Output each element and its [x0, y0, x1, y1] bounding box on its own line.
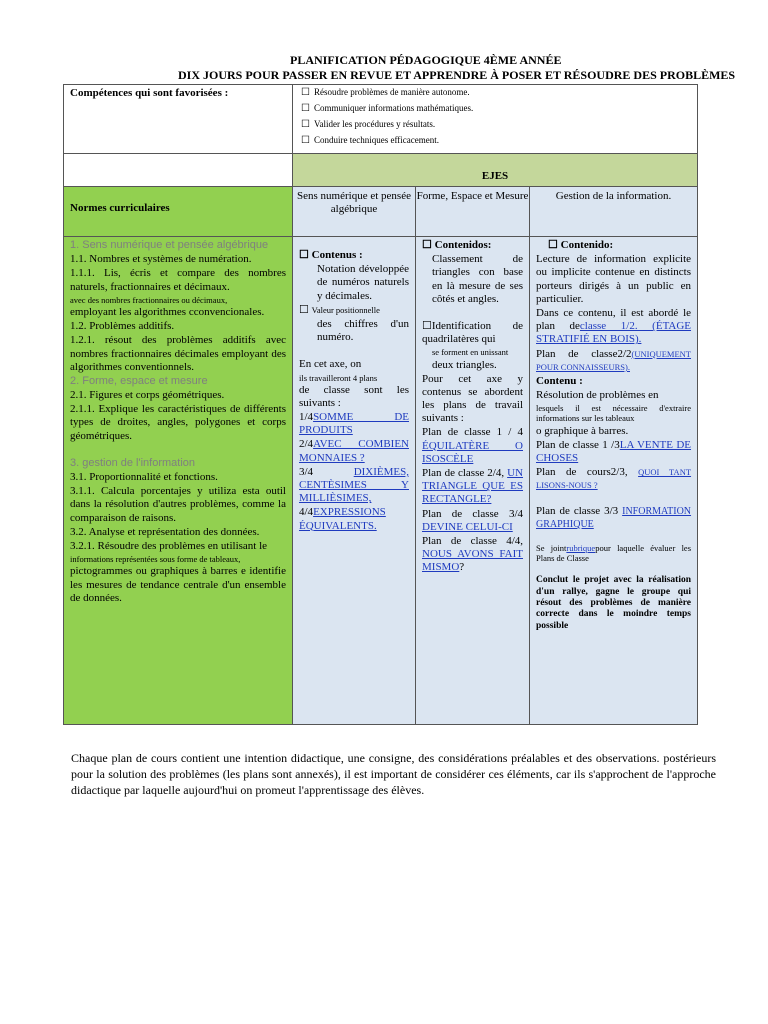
- axis-header-1: Sens numérique et pensée algébrique: [293, 187, 416, 237]
- checkbox-icon: ☐: [301, 119, 310, 130]
- lesson-link[interactable]: (UNIQUEMENT POUR CONNAISSEURS).: [536, 348, 692, 372]
- checkbox-icon: ☐: [301, 87, 310, 98]
- axis-header-3: Gestion de la information.: [530, 187, 698, 237]
- checkbox-icon: ☐: [422, 239, 435, 251]
- lesson-link[interactable]: DIXIÈMES, CENTÈSIMES Y MILLIÈSIMES,: [299, 465, 409, 505]
- checkbox-icon: ☐: [548, 239, 561, 251]
- lesson-link[interactable]: SOMME DE PRODUITS: [299, 411, 409, 437]
- page-subtitle: DIX JOURS POUR PASSER EN REVUE ET APPRENDRE À POSER ET RÉSOUDRE DES PROBLÈMES: [178, 68, 736, 82]
- lesson-link[interactable]: AVEC COMBIEN MONNAIES ?: [299, 438, 409, 464]
- competence-item: ☐ Valider les procédures y résultats.: [301, 119, 436, 130]
- normes-header: Normes curriculaires: [64, 187, 293, 237]
- axis-header-2: Forme, Espace et Mesure: [416, 187, 530, 237]
- ejes-header: EJES: [293, 154, 698, 187]
- section-heading: 1. Sens numérique et pensée algébrique: [70, 239, 269, 251]
- competence-item: ☐ Communiquer informations mathématiques.: [301, 103, 474, 114]
- lesson-link[interactable]: QUOI TANT LISONS-NOUS ?: [536, 467, 692, 491]
- section-heading: 2. Forme, espace et mesure: [70, 374, 208, 387]
- rubric-link[interactable]: rubrique: [566, 542, 596, 553]
- competences-list: [293, 85, 697, 153]
- footer-paragraph: Chaque plan de cours contient une intention didactique, une consigne, des considérations préalables et des observations. postérieurs pour la solution des problèmes (les plans sont annexés), il est important de considérer ces éléments, car ils s'approchent de l'approche didactique par laquelle aujourd'hui on promeut l'apprentissage des élèves.: [71, 751, 716, 798]
- competence-item: ☐ Résoudre problèmes de manière autonome.: [301, 87, 470, 98]
- empty-cell: [64, 154, 293, 187]
- lesson-link[interactable]: classe 1/2. (ÉTAGE STRATIFIÉ EN BOIS).: [536, 320, 692, 346]
- checkbox-icon: ☐: [301, 135, 310, 146]
- page-title: PLANIFICATION PÉDAGOGIQUE 4ÈME ANNÉE: [290, 53, 562, 67]
- planning-table: [63, 84, 698, 725]
- lesson-link[interactable]: ÉQUILATÈRE O ISOSCÈLE: [422, 439, 523, 465]
- checkbox-icon: ☐: [299, 303, 312, 316]
- checkbox-icon: ☐: [299, 249, 312, 261]
- competences-label: Compétences qui sont favorisées :: [64, 85, 293, 154]
- checkbox-icon: ☐: [422, 319, 432, 332]
- lesson-link[interactable]: DEVINE CELUI-CI: [422, 520, 513, 533]
- competence-item: ☐ Conduire techniques efficacement.: [301, 135, 440, 146]
- axis-3-content: ☐ Contenido: Lecture de information explicite ou implicite contenue en distincts porteurs dirigés à un public en particulier. Dans ce contenu, il est abordé le plan declasse 1/2. (ÉTAGE STRATIFIÉ EN BOIS). Plan de classe2/2(UNIQUEMENT POUR CONNAISSEURS). Contenu : Résolution de problèmes en lesquels il est nécessaire d'extraire informations sur les tableaux o graphique à barres. Plan de classe 1 /3LA VENTE DE CHOSES Plan de cours2/3, QUOI TANT LISONS-NOUS ? Plan de classe 3/3 INFORMATION GRAPHIQUE Se jointrubriquepour laquelle évaluer les Plans de Classe Conclut le projet avec la réalisation d'un rallye, gagne le groupe qui résout des problèmes de manière correcte dans le moindre temps possible: [530, 237, 698, 725]
- axis-1-content: ☐ Contenus : Notation développée de numéros naturels y décimales. ☐ Valeur positionnelle des chiffres d'un numéro. En cet axe, on ils travailleront 4 plans de classe sont les suivants : 1/4SOMME DE PRODUITS 2/4AVEC COMBIEN MONNAIES ? 3/4 DIXIÈMES, CENTÈSIMES Y MILLIÈSIMES, 4/4EXPRESSIONS ÉQUIVALENTS.: [293, 237, 416, 725]
- checkbox-icon: ☐: [301, 103, 310, 114]
- lesson-link[interactable]: LA VENTE DE CHOSES: [536, 438, 692, 464]
- lesson-link[interactable]: NOUS AVONS FAIT MISMO: [422, 548, 523, 574]
- competences-list-cell: [293, 85, 698, 154]
- normes-content: 1. Sens numérique et pensée algébrique 1.1. Nombres et systèmes de numération. 1.1.1. Lis, écris et compare des nombres naturels, fractionnaires et décimaux. avec des nombres fractionnaires ou décimaux, employant les algorithmes cconvencionales. 1.2. Problèmes additifs. 1.2.1. résout des problèmes additifs avec nombres fractionnaires décimales employant des algorithmes conventionnels. 2. Forme, espace et mesure 2.1. Figures et corps géométriques. 2.1.1. Explique les caractéristiques de différents types de droites, angles, polygones et corps géométriques. 3. gestion de l'information 3.1. Proportionnalité et fonctions. 3.1.1. Calcula porcentajes y utiliza esta outil dans la résolution d'autres problèmes, comme la comparaison de raisons. 3.2. Analyse et représentation des données. 3.2.1. Résoudre des problèmes en utilisant le informations représentées sous forme de tableaux, pictogrammes ou graphiques à barres e identifie les mesures de tendance centrale d'un ensemble de données.: [64, 237, 293, 725]
- conclusion-text: Conclut le projet avec la réalisation d'un rallye, gagne le groupe qui résout des problèmes de manière correcte dans le moindre temps possible: [536, 575, 692, 631]
- lesson-link[interactable]: EXPRESSIONS ÉQUIVALENTS.: [299, 506, 386, 532]
- axis-2-content: ☐ Contenidos: Classement de triangles con base en là mesure de ses côtés et angles. ☐Identification de quadrilatères qui se forment en unissant deux triangles. Pour cet axe y contenus se abordent les plans de travail suivants : Plan de classe 1 / 4 ÉQUILATÈRE O ISOSCÈLE Plan de classe 2/4, UN TRIANGLE QUE ES RECTANGLE? Plan de classe 3/4 DEVINE CELUI-CI Plan de classe 4/4, NOUS AVONS FAIT MISMO?: [416, 237, 530, 725]
- lesson-link[interactable]: INFORMATION GRAPHIQUE: [536, 505, 692, 530]
- section-heading: 3. gestion de l'information: [70, 456, 196, 469]
- lesson-link[interactable]: UN TRIANGLE QUE ES RECTANGLE?: [422, 467, 524, 506]
